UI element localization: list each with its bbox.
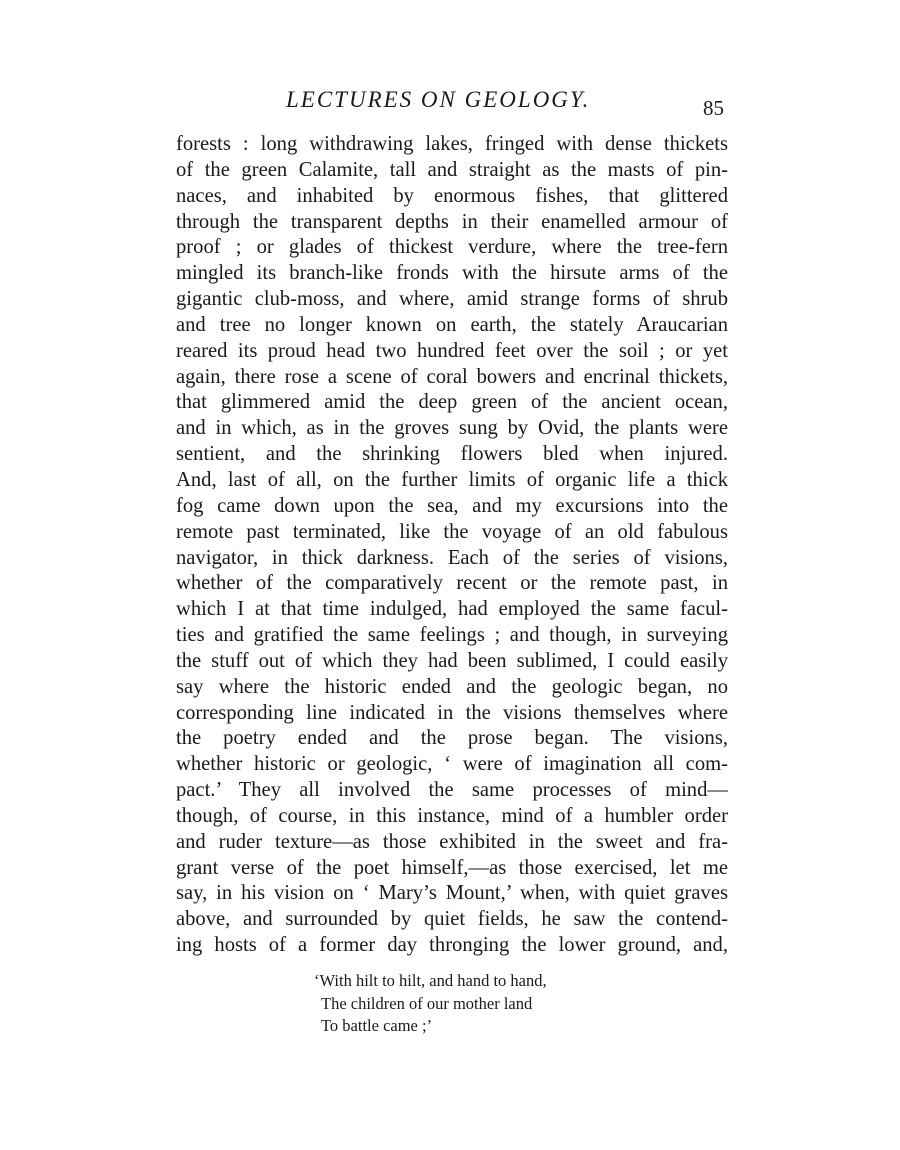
text-line: naces, and inhabited by enormous fishes, that glittered [176, 184, 728, 207]
text-line: say, in his vision on ‘ Mary’s Mount,’ when, with quiet graves [176, 882, 728, 905]
text-line: and in which, as in the groves sung by Ovid, the plants were [176, 417, 728, 440]
text-line: corresponding line indicated in the visions themselves where [176, 701, 728, 724]
text-line: pact.’ They all involved the same processes of mind— [176, 779, 728, 802]
text-line: which I at that time indulged, had employed the same facul- [176, 598, 728, 621]
text-line: above, and surrounded by quiet fields, he saw the contend- [176, 908, 728, 931]
page-number: 85 [703, 96, 724, 120]
text-line: say where the historic ended and the geologic began, no [176, 675, 728, 698]
verse-line: The children of our mother land [321, 993, 533, 1013]
text-line: gigantic club-moss, and where, amid strange forms of shrub [176, 288, 728, 311]
text-line: remote past terminated, like the voyage of an old fabulous [176, 520, 728, 543]
text-line: of the green Calamite, tall and straight as the masts of pin- [176, 158, 728, 181]
text-line: and tree no longer known on earth, the stately Araucarian [176, 313, 728, 336]
text-line: proof ; or glades of thickest verdure, where the tree-fern [176, 236, 728, 259]
text-line: sentient, and the shrinking flowers bled when injured. [176, 443, 728, 466]
text-line: the stuff out of which they had been sublimed, I could easily [176, 649, 728, 672]
text-line: mingled its branch-like fronds with the hirsute arms of the [176, 262, 728, 285]
verse-quotation [314, 970, 547, 1038]
text-line: forests : long withdrawing lakes, fringed with dense thickets [176, 133, 728, 155]
text-line: And, last of all, on the further limits of organic life a thick [176, 468, 728, 491]
verse-line: ‘With hilt to hilt, and hand to hand, [314, 971, 547, 990]
body-text [176, 132, 728, 959]
text-line: through the transparent depths in their enamelled armour of [176, 210, 728, 233]
text-line: whether of the comparatively recent or the remote past, in [176, 572, 728, 595]
verse-line: To battle came ;’ [321, 1016, 433, 1035]
text-line: ties and gratified the same feelings ; and though, in surveying [176, 624, 728, 647]
text-line: though, of course, in this instance, mind of a humbler order [176, 804, 728, 827]
text-line: navigator, in thick darkness. Each of the series of visions, [176, 546, 728, 569]
text-line: fog came down upon the sea, and my excursions into the [176, 494, 728, 517]
text-line: whether historic or geologic, ‘ were of imagination all com- [176, 753, 728, 776]
text-line: grant verse of the poet himself,—as those exercised, let me [176, 856, 728, 879]
text-line: and ruder texture—as those exhibited in the sweet and fra- [176, 830, 728, 853]
text-line: reared its proud head two hundred feet over the soil ; or yet [176, 339, 728, 362]
running-head: LECTURES ON GEOLOGY. [286, 87, 591, 112]
text-line: that glimmered amid the deep green of the ancient ocean, [176, 391, 728, 414]
text-line: ing hosts of a former day thronging the lower ground, and, [176, 934, 728, 957]
text-line: again, there rose a scene of coral bowers and encrinal thickets, [176, 365, 728, 388]
text-line: the poetry ended and the prose began. The visions, [176, 727, 728, 750]
